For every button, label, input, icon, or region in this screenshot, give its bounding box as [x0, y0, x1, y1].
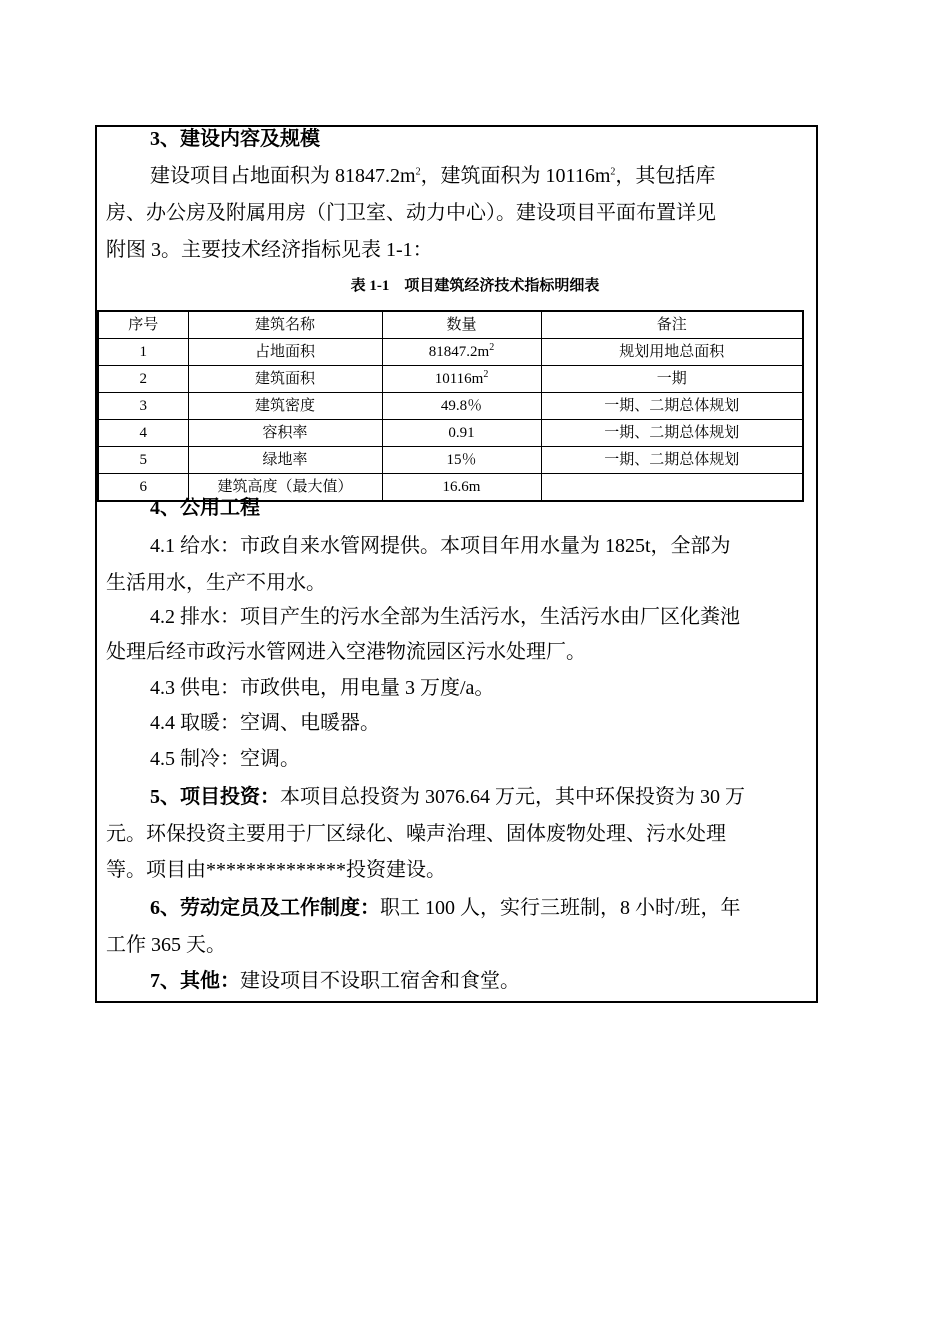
indicator-table [97, 310, 804, 502]
table-row [98, 447, 803, 474]
cell-qty: 49.8％ [382, 393, 541, 420]
cell-note: 一期、二期总体规划 [541, 420, 803, 447]
investment-line-1 [150, 784, 745, 810]
cell-name: 绿地率 [188, 447, 382, 474]
qty-value: 81847.2m [428, 344, 490, 360]
building-area-text: ，建筑面积为 10116m [420, 165, 611, 187]
section-3-text: ，其包括库 [615, 165, 716, 187]
heating-line: 4.4 取暖：空调、电暖器。 [150, 712, 380, 734]
other-text: 建设项目不设职工宿舍和食堂。 [240, 970, 520, 992]
superscript: 2 [489, 342, 495, 353]
cell-qty: 15％ [382, 447, 541, 474]
section-4-heading: 4、公用工程 [150, 497, 260, 519]
water-supply-line-2: 生活用水，生产不用水。 [106, 572, 326, 594]
cell-qty [382, 366, 541, 393]
table-row [98, 339, 803, 366]
section-3-line-1 [150, 163, 715, 189]
cell-name: 占地面积 [188, 339, 382, 366]
superscript: 2 [483, 369, 489, 380]
power-line: 4.3 供电：市政供电，用电量 3 万度/a。 [150, 677, 495, 699]
cell-no: 3 [98, 393, 188, 420]
cell-no: 1 [98, 339, 188, 366]
water-supply-line-1: 4.1 给水：市政自来水管网提供。本项目年用水量为 1825t，全部为 [150, 535, 731, 557]
cell-name: 容积率 [188, 420, 382, 447]
superscript: 2 [610, 166, 616, 178]
cell-no: 2 [98, 366, 188, 393]
cell-qty: 16.6m [382, 474, 541, 502]
investment-line-3: 等。项目由**************投资建设。 [106, 859, 446, 881]
cell-name: 建筑高度（最大值） [188, 474, 382, 502]
cell-note: 一期、二期总体规划 [541, 393, 803, 420]
cell-qty: 0.91 [382, 420, 541, 447]
table-row [98, 366, 803, 393]
staffing-line-2: 工作 365 天。 [106, 934, 226, 956]
other-lead: 7、其他： [150, 970, 240, 992]
drainage-line-1: 4.2 排水：项目产生的污水全部为生活污水，生活污水由厂区化粪池 [150, 606, 740, 628]
table-caption: 表 1-1 项目建筑经济技术指标明细表 [350, 278, 600, 294]
cell-note: 规划用地总面积 [541, 339, 803, 366]
investment-lead: 5、项目投资： [150, 786, 280, 808]
superscript: 2 [415, 166, 421, 178]
header-name: 建筑名称 [188, 311, 382, 339]
table-header-row [98, 311, 803, 339]
site-area-text: 建设项目占地面积为 81847.2m [150, 165, 416, 187]
cell-name: 建筑面积 [188, 366, 382, 393]
section-3-line-3: 附图 3。主要技术经济指标见表 1-1： [106, 239, 433, 261]
cell-note [541, 474, 803, 502]
staffing-text: 职工 100 人，实行三班制，8 小时/班，年 [380, 897, 741, 919]
cell-name: 建筑密度 [188, 393, 382, 420]
cell-note: 一期、二期总体规划 [541, 447, 803, 474]
cell-no: 5 [98, 447, 188, 474]
cell-qty [382, 339, 541, 366]
table-row [98, 420, 803, 447]
section-3-heading: 3、建设内容及规模 [150, 128, 320, 150]
drainage-line-2: 处理后经市政污水管网进入空港物流园区污水处理厂。 [106, 641, 586, 663]
qty-value: 10116m [434, 371, 484, 387]
investment-text: 本项目总投资为 3076.64 万元，其中环保投资为 30 万 [280, 786, 745, 808]
header-note: 备注 [541, 311, 803, 339]
table-row [98, 393, 803, 420]
section-3-line-2: 房、办公房及附属用房（门卫室、动力中心）。建设项目平面布置详见 [106, 202, 716, 224]
cell-no: 4 [98, 420, 188, 447]
investment-line-2: 元。环保投资主要用于厂区绿化、噪声治理、固体废物处理、污水处理 [106, 823, 726, 845]
cell-no: 6 [98, 474, 188, 502]
cell-note: 一期 [541, 366, 803, 393]
other-line [150, 968, 520, 994]
header-no: 序号 [98, 311, 188, 339]
staffing-lead: 6、劳动定员及工作制度： [150, 897, 380, 919]
staffing-line-1 [150, 895, 741, 921]
header-qty: 数量 [382, 311, 541, 339]
cooling-line: 4.5 制冷：空调。 [150, 748, 300, 770]
